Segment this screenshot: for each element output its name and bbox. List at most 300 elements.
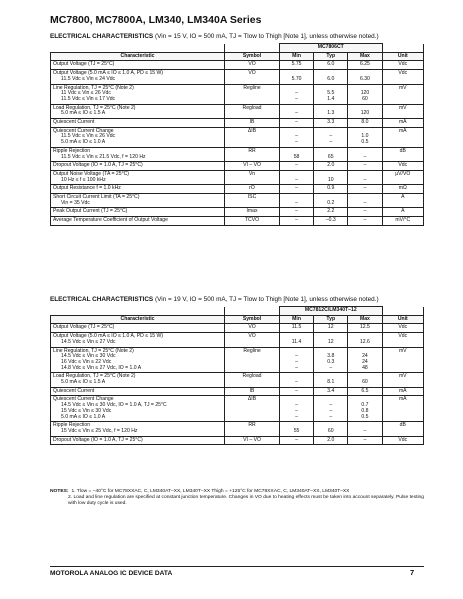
min-cell xyxy=(279,422,313,436)
min-value: – – xyxy=(295,90,298,102)
characteristic-label: Quiescent Current Change xyxy=(53,396,114,403)
symbol-value: IB xyxy=(249,387,255,394)
min-cell xyxy=(279,324,313,333)
symbol-value: Regline xyxy=(243,347,261,354)
max-value: 24 24 48 xyxy=(362,353,368,371)
max-cell xyxy=(348,373,382,387)
characteristic-label: Output Noise Voltage (TA = 25°C) xyxy=(53,170,129,177)
table-row xyxy=(51,373,424,387)
symbol-value: VI – VO xyxy=(243,436,261,443)
characteristic-label: Peak Output Current (TJ = 25°C) xyxy=(53,208,128,215)
max-cell xyxy=(348,208,382,217)
min-cell xyxy=(279,147,313,161)
unit-cell xyxy=(382,324,423,333)
characteristic-label: Line Regulation, TJ = 25°C (Note 2) xyxy=(53,347,134,354)
unit-cell xyxy=(382,194,423,208)
min-value: – xyxy=(295,199,298,206)
unit-value: A xyxy=(401,208,405,215)
unit-cell xyxy=(382,373,423,387)
max-value: 120 60 xyxy=(360,90,370,102)
characteristic-cell xyxy=(51,217,225,226)
min-cell xyxy=(279,104,313,118)
col-header-symbol: Symbol xyxy=(225,315,280,324)
symbol-value: IB xyxy=(249,119,255,126)
typ-value: 2.0 xyxy=(327,436,335,443)
characteristic-cell xyxy=(51,373,225,387)
characteristic-cell xyxy=(51,333,225,347)
footer-rule xyxy=(50,566,424,567)
typ-value: 0.2 xyxy=(327,199,335,206)
characteristic-condition: 11.5 Vdc ≤ Vin ≤ 24 Vdc xyxy=(61,75,116,82)
typ-cell xyxy=(314,170,348,184)
characteristic-cell xyxy=(51,70,225,84)
min-cell xyxy=(279,185,313,194)
characteristic-label: Quiescent Current Change xyxy=(53,127,114,134)
col-header-max: Max xyxy=(348,315,382,324)
max-value: – xyxy=(363,208,367,215)
max-cell xyxy=(348,217,382,226)
unit-value: Vdc xyxy=(398,162,408,169)
max-value: 8.0 xyxy=(361,119,369,126)
min-value: 58 xyxy=(293,153,300,160)
symbol-cell xyxy=(225,333,280,347)
unit-cell xyxy=(382,70,423,84)
characteristic-label: Average Temperature Coefficient of Output Voltage xyxy=(53,217,168,224)
unit-cell xyxy=(382,217,423,226)
min-cell xyxy=(279,127,313,147)
table-row xyxy=(51,208,424,217)
col-header-typ: Typ xyxy=(314,52,348,61)
min-value: 5.70 xyxy=(291,75,302,82)
min-value: 55 xyxy=(293,427,300,434)
max-cell xyxy=(348,333,382,347)
unit-cell xyxy=(382,127,423,147)
unit-value: A xyxy=(401,194,405,201)
table-row xyxy=(51,61,424,70)
symbol-value: VO xyxy=(248,70,256,77)
table-row xyxy=(51,436,424,445)
unit-cell xyxy=(382,347,423,373)
section-heading-1 xyxy=(50,33,379,40)
characteristic-cell xyxy=(51,347,225,373)
min-value: – xyxy=(295,185,298,192)
table-row xyxy=(51,70,424,84)
device-header: MC7806CT xyxy=(279,44,382,53)
symbol-cell xyxy=(225,185,280,194)
min-value: – xyxy=(295,119,298,126)
col-header-symbol: Symbol xyxy=(225,52,280,61)
table-row xyxy=(51,104,424,118)
max-value: – xyxy=(363,153,367,160)
characteristic-condition: Vin = 35 Vdc xyxy=(61,199,90,206)
symbol-cell xyxy=(225,373,280,387)
min-value: – xyxy=(295,436,298,443)
max-value: 0.7 0.8 0.5 xyxy=(361,402,369,420)
max-value: – xyxy=(363,217,367,224)
characteristic-condition: 11.5 Vdc ≤ Vin ≤ 21.5 Vdc, f = 120 Hz xyxy=(61,153,146,160)
table-row xyxy=(51,84,424,104)
max-value: – xyxy=(363,436,367,443)
max-value: 6.5 xyxy=(361,387,369,394)
footer-doc-title: MOTOROLA ANALOG IC DEVICE DATA xyxy=(50,570,173,577)
min-cell xyxy=(279,162,313,171)
characteristic-condition: 11 Vdc ≤ Vin ≤ 26 Vdc 11.5 Vdc ≤ Vin ≤ 17 Vdc xyxy=(61,90,116,102)
typ-cell xyxy=(314,373,348,387)
typ-value: – – – xyxy=(329,402,333,420)
col-header-max: Max xyxy=(348,52,382,61)
max-value: 6.25 xyxy=(359,61,370,68)
table-row xyxy=(51,396,424,422)
table-row xyxy=(51,347,424,373)
min-value: – – xyxy=(295,133,298,146)
characteristic-cell xyxy=(51,422,225,436)
characteristic-cell xyxy=(51,324,225,333)
symbol-cell xyxy=(225,84,280,104)
section-heading-2-label: ELECTRICAL CHARACTERISTICS xyxy=(50,296,154,303)
table-row xyxy=(51,194,424,208)
min-value: – xyxy=(295,110,298,117)
unit-cell xyxy=(382,436,423,445)
unit-value: Vdc xyxy=(398,61,408,68)
typ-value: 2.0 xyxy=(327,162,335,169)
typ-cell xyxy=(314,162,348,171)
max-value: – xyxy=(363,176,367,183)
page-title: MC7800, MC7800A, LM340, LM340A Series xyxy=(50,14,262,26)
col-header-min: Min xyxy=(279,315,313,324)
symbol-cell xyxy=(225,104,280,118)
typ-value: 12 xyxy=(327,338,334,345)
max-cell xyxy=(348,194,382,208)
min-value: 5.75 xyxy=(291,61,302,68)
unit-cell xyxy=(382,84,423,104)
typ-value: 3.3 xyxy=(327,119,335,126)
characteristic-condition: 5.0 mA ≤ IO ≤ 1.5 A xyxy=(61,379,106,386)
min-cell xyxy=(279,387,313,396)
characteristic-label: Ripple Rejection xyxy=(53,422,91,429)
typ-cell xyxy=(314,436,348,445)
characteristic-condition: 14.5 Vdc ≤ Vin ≤ 30 Vdc, IO = 1.0 A, TJ = 25°C 15 Vdc ≤ Vin ≤ 30 Vdc 5.0 mA ≤ IO ≤ 1.0 A xyxy=(61,402,167,420)
min-value: – xyxy=(295,379,298,386)
max-value: 1.0 0.5 xyxy=(361,133,369,146)
max-cell xyxy=(348,170,382,184)
unit-value: mA xyxy=(398,396,407,403)
max-cell xyxy=(348,347,382,373)
min-cell xyxy=(279,194,313,208)
min-cell xyxy=(279,396,313,422)
typ-cell xyxy=(314,324,348,333)
characteristic-label: Ripple Rejection xyxy=(53,147,91,154)
unit-cell xyxy=(382,147,423,161)
table-row xyxy=(51,185,424,194)
max-cell xyxy=(348,119,382,128)
symbol-cell xyxy=(225,162,280,171)
min-value: – xyxy=(295,176,298,183)
max-value: – xyxy=(363,199,367,206)
min-value: 11.5 xyxy=(291,324,302,331)
unit-value: dB xyxy=(399,422,406,429)
table-row xyxy=(51,119,424,128)
typ-cell xyxy=(314,347,348,373)
characteristic-cell xyxy=(51,104,225,118)
max-value: 120 xyxy=(360,110,370,117)
characteristic-label: Output Voltage (TJ = 25°C) xyxy=(53,61,115,68)
col-header-unit: Unit xyxy=(382,315,423,324)
characteristic-label: Quiescent Current xyxy=(53,387,95,394)
symbol-value: rO xyxy=(249,185,255,192)
header-spacer xyxy=(51,307,225,316)
max-cell xyxy=(348,396,382,422)
characteristic-label: Output Voltage (5.0 mA ≤ IO ≤ 1.0 A, PD ≤ 15 W) xyxy=(53,333,164,340)
characteristic-label: Dropout Voltage (IO = 1.0 A, TJ = 25°C) xyxy=(53,436,143,443)
unit-value: Vdc xyxy=(398,436,408,443)
typ-value: 3.8 0.3 – xyxy=(327,353,335,371)
typ-value: 1.3 xyxy=(327,110,335,117)
header-spacer xyxy=(51,44,225,53)
characteristic-cell xyxy=(51,387,225,396)
unit-value: mA xyxy=(398,119,407,126)
characteristic-cell xyxy=(51,185,225,194)
table-row xyxy=(51,170,424,184)
unit-cell xyxy=(382,185,423,194)
max-cell xyxy=(348,436,382,445)
unit-cell xyxy=(382,422,423,436)
max-value: – xyxy=(363,162,367,169)
device-header: MC7812C/LM340T–12 xyxy=(279,307,382,316)
typ-value: 60 xyxy=(327,427,334,434)
typ-cell xyxy=(314,119,348,128)
unit-cell xyxy=(382,162,423,171)
symbol-value: RR xyxy=(248,147,256,154)
table-row xyxy=(51,127,424,147)
max-cell xyxy=(348,61,382,70)
symbol-cell xyxy=(225,436,280,445)
characteristic-cell xyxy=(51,61,225,70)
table-row xyxy=(51,147,424,161)
note-2: 2. Load and line regulation are specified at constant junction temperature. Changes in VO due to heating effects must be taken into account separately. Pulse testing with low duty cycle is used. xyxy=(68,495,424,507)
min-cell xyxy=(279,208,313,217)
typ-cell xyxy=(314,194,348,208)
table-row xyxy=(51,324,424,333)
typ-value: 3.4 xyxy=(327,387,335,394)
typ-value: 6.0 xyxy=(327,61,335,68)
max-cell xyxy=(348,162,382,171)
min-value: – – – xyxy=(295,402,298,420)
typ-value: 10 xyxy=(327,176,334,183)
max-cell xyxy=(348,127,382,147)
symbol-cell xyxy=(225,347,280,373)
table-row xyxy=(51,217,424,226)
max-value: 60 xyxy=(362,379,368,386)
spec-table-1 xyxy=(50,43,424,226)
typ-cell xyxy=(314,104,348,118)
unit-cell xyxy=(382,104,423,118)
symbol-cell xyxy=(225,208,280,217)
symbol-cell xyxy=(225,119,280,128)
min-value: – – – xyxy=(295,353,298,371)
characteristic-cell xyxy=(51,396,225,422)
min-cell xyxy=(279,333,313,347)
max-value: 12.6 xyxy=(359,338,370,345)
unit-value: mV xyxy=(398,373,407,380)
typ-cell xyxy=(314,217,348,226)
max-value: – xyxy=(363,427,367,434)
symbol-value: Regload xyxy=(242,373,262,380)
min-cell xyxy=(279,436,313,445)
symbol-value: VO xyxy=(248,333,256,340)
characteristic-label: Quiescent Current xyxy=(53,119,95,126)
symbol-cell xyxy=(225,61,280,70)
col-header-unit: Unit xyxy=(382,52,423,61)
typ-cell xyxy=(314,61,348,70)
typ-value: – – xyxy=(329,133,333,146)
typ-value: 12 xyxy=(327,324,334,331)
characteristic-condition: 15 Vdc ≤ Vin ≤ 25 Vdc, f = 120 Hz xyxy=(61,427,138,434)
max-value: 12.5 xyxy=(359,324,370,331)
header-spacer xyxy=(382,44,423,53)
symbol-value: Vn xyxy=(248,170,256,177)
max-cell xyxy=(348,70,382,84)
typ-value: 2.2 xyxy=(327,208,335,215)
characteristic-cell xyxy=(51,436,225,445)
symbol-cell xyxy=(225,147,280,161)
symbol-value: ISC xyxy=(247,194,257,201)
characteristic-cell xyxy=(51,147,225,161)
unit-value: mV xyxy=(398,347,407,354)
characteristic-cell xyxy=(51,170,225,184)
unit-value: mV/°C xyxy=(395,217,411,224)
min-cell xyxy=(279,84,313,104)
unit-value: mV xyxy=(398,104,407,111)
typ-cell xyxy=(314,127,348,147)
min-cell xyxy=(279,347,313,373)
characteristic-condition: 10 Hz ≤ f ≤ 100 kHz xyxy=(61,176,106,183)
unit-cell xyxy=(382,170,423,184)
min-cell xyxy=(279,70,313,84)
spec-table-2 xyxy=(50,306,424,445)
symbol-cell xyxy=(225,217,280,226)
section-heading-1-conditions: (Vin = 15 V, IO = 500 mA, TJ = Tlow to Thigh [Note 1], unless otherwise noted.) xyxy=(154,33,379,40)
section-heading-2 xyxy=(50,296,379,303)
header-spacer xyxy=(225,44,280,53)
symbol-cell xyxy=(225,396,280,422)
max-cell xyxy=(348,104,382,118)
symbol-value: RR xyxy=(248,422,256,429)
max-cell xyxy=(348,147,382,161)
unit-value: mΩ xyxy=(398,185,407,192)
typ-value: 5.5 1.4 xyxy=(327,90,335,102)
characteristic-label: Output Voltage (TJ = 25°C) xyxy=(53,324,115,331)
characteristic-condition: 5.0 mA ≤ IO ≤ 1.5 A xyxy=(61,110,106,117)
unit-cell xyxy=(382,208,423,217)
unit-value: Vdc xyxy=(398,324,408,331)
min-value: – xyxy=(295,217,298,224)
characteristic-condition: 14.5 Vdc ≤ Vin ≤ 30 Vdc 16 Vdc ≤ Vin ≤ 22 Vdc 14.8 Vdc ≤ Vin ≤ 27 Vdc, IO = 1.0 A xyxy=(61,353,142,371)
min-value: – xyxy=(295,387,298,394)
unit-cell xyxy=(382,119,423,128)
typ-cell xyxy=(314,333,348,347)
typ-cell xyxy=(314,147,348,161)
unit-cell xyxy=(382,387,423,396)
min-value: – xyxy=(295,208,298,215)
unit-value: mA xyxy=(398,387,407,394)
section-heading-2-conditions: (Vin = 19 V, IO = 500 mA, TJ = Tlow to Thigh [Note 1], unless otherwise noted.) xyxy=(154,296,379,303)
characteristic-label: Line Regulation, TJ = 25°C (Note 2) xyxy=(53,84,134,91)
symbol-value: VO xyxy=(248,324,256,331)
max-cell xyxy=(348,422,382,436)
characteristic-label: Output Voltage (5.0 mA ≤ IO ≤ 1.0 A, PD ≤ 15 W) xyxy=(53,70,164,77)
typ-cell xyxy=(314,208,348,217)
characteristic-label: Load Regulation, TJ = 25°C (Note 2) xyxy=(53,104,136,111)
typ-cell xyxy=(314,185,348,194)
symbol-cell xyxy=(225,127,280,147)
typ-value: –0.3 xyxy=(325,217,336,224)
typ-cell xyxy=(314,422,348,436)
characteristic-label: Output Resistance f = 1.0 kHz xyxy=(53,185,121,192)
max-cell xyxy=(348,387,382,396)
max-value: 6.30 xyxy=(359,75,370,82)
min-cell xyxy=(279,373,313,387)
symbol-value: VI – VO xyxy=(243,162,261,169)
table-row xyxy=(51,333,424,347)
characteristic-label: Load Regulation, TJ = 25°C (Note 2) xyxy=(53,373,136,380)
unit-value: Vdc xyxy=(398,70,408,77)
col-header-typ: Typ xyxy=(314,315,348,324)
typ-cell xyxy=(314,84,348,104)
min-cell xyxy=(279,170,313,184)
table-row xyxy=(51,162,424,171)
symbol-value: Imax xyxy=(246,208,258,215)
max-cell xyxy=(348,324,382,333)
characteristic-condition: 11.5 Vdc ≤ Vin ≤ 26 Vdc 5.0 mA ≤ IO ≤ 1.0 A xyxy=(61,133,116,146)
characteristic-cell xyxy=(51,127,225,147)
unit-value: mA xyxy=(398,127,407,134)
header-spacer xyxy=(225,307,280,316)
unit-cell xyxy=(382,396,423,422)
notes xyxy=(50,489,430,507)
min-cell xyxy=(279,61,313,70)
col-header-characteristic: Characteristic xyxy=(51,315,225,324)
header-spacer xyxy=(382,307,423,316)
symbol-value: Regload xyxy=(242,104,262,111)
symbol-cell xyxy=(225,324,280,333)
section-heading-1-label: ELECTRICAL CHARACTERISTICS xyxy=(50,33,154,40)
min-value: 11.4 xyxy=(291,338,302,345)
symbol-cell xyxy=(225,194,280,208)
symbol-cell xyxy=(225,422,280,436)
characteristic-condition: 14.5 Vdc ≤ Vin ≤ 27 Vdc xyxy=(61,338,116,345)
symbol-value: ΔIB xyxy=(247,396,257,403)
unit-cell xyxy=(382,61,423,70)
typ-cell xyxy=(314,387,348,396)
symbol-value: ΔIB xyxy=(247,127,257,134)
symbol-value: TCVO xyxy=(244,217,260,224)
typ-value: 6.0 xyxy=(327,75,335,82)
symbol-cell xyxy=(225,70,280,84)
characteristic-cell xyxy=(51,162,225,171)
unit-value: mV xyxy=(398,84,407,91)
unit-value: dB xyxy=(399,147,406,154)
unit-cell xyxy=(382,333,423,347)
characteristic-cell xyxy=(51,194,225,208)
col-header-min: Min xyxy=(279,52,313,61)
min-cell xyxy=(279,217,313,226)
table-row xyxy=(51,422,424,436)
typ-cell xyxy=(314,396,348,422)
symbol-cell xyxy=(225,170,280,184)
page-number: 7 xyxy=(410,568,415,577)
typ-value: 0.9 xyxy=(327,185,335,192)
characteristic-cell xyxy=(51,84,225,104)
